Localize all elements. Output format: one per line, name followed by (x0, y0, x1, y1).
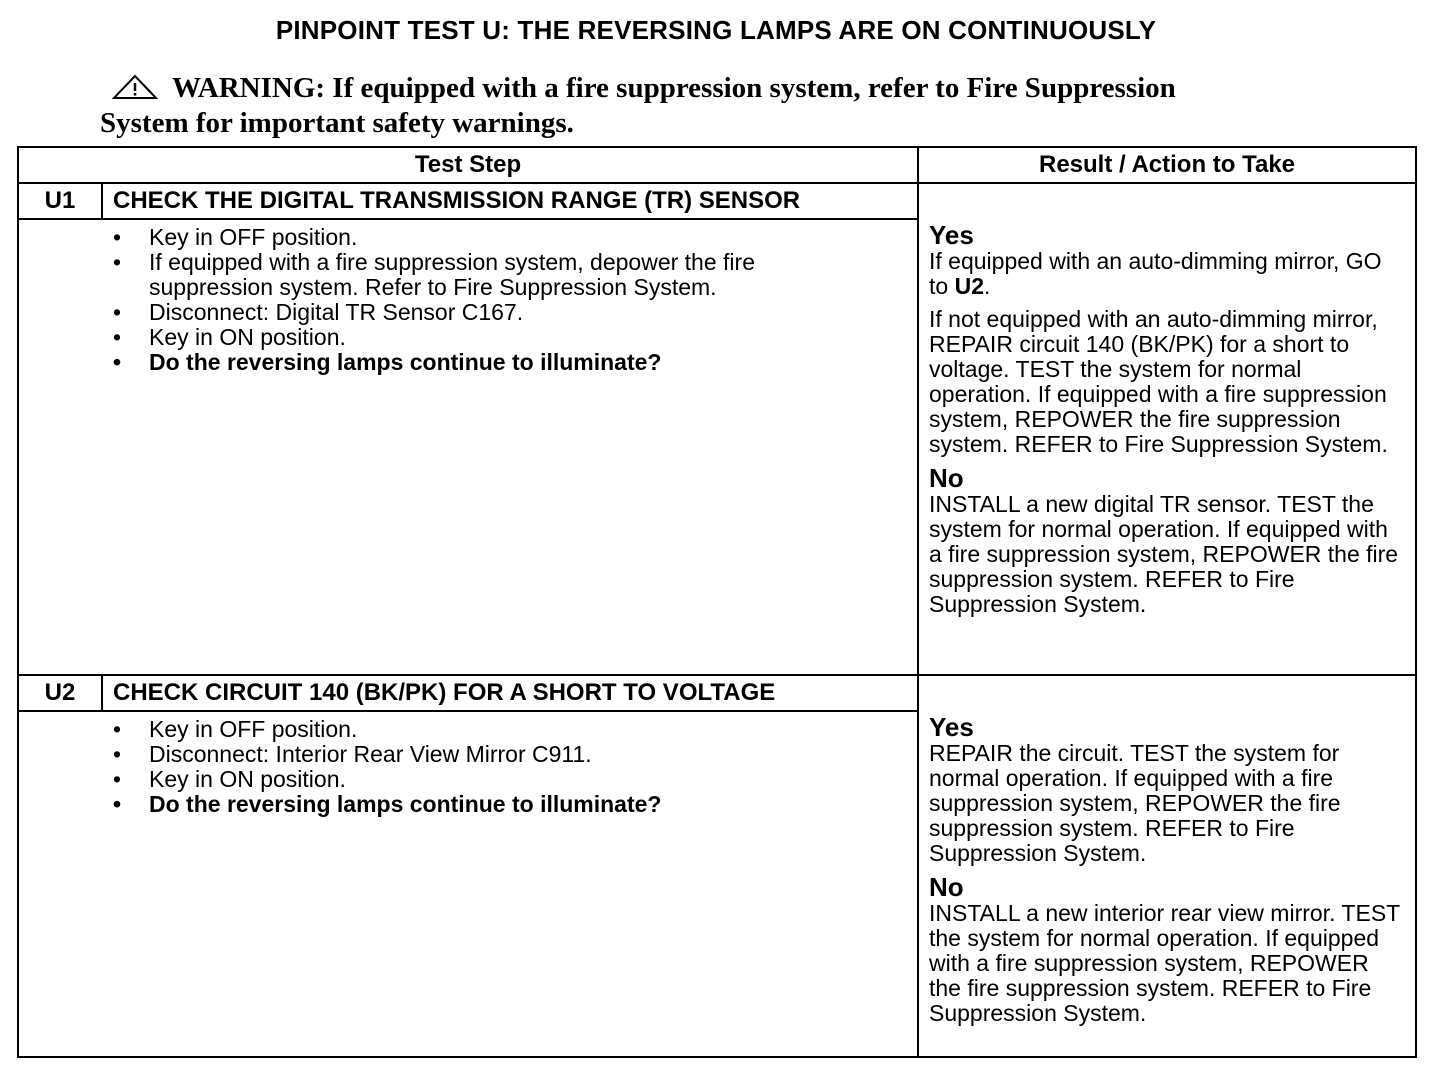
u2-result (929, 714, 1407, 1034)
u2-no-text: INSTALL a new interior rear view mirror. TEST the system for normal operation. If equipped with a fire suppression system, REPOWER the fire suppression system. REFER to Fire Suppression System. (929, 900, 1400, 1026)
warning-notice (100, 72, 1300, 139)
u2-yes-text: REPAIR the circuit. TEST the system for normal operation. If equipped with a fire suppression system, REPOWER the fire suppression system. REFER to Fire Suppression System. (929, 740, 1341, 866)
list-item: • Key in ON position. (113, 325, 833, 350)
u1-title-rule (19, 218, 917, 220)
u1-no-text: INSTALL a new digital TR sensor. TEST the system for normal operation. If equipped with a fire suppression system, REPOWER the fire suppression system. REFER to Fire Suppression System. (929, 491, 1399, 617)
u1-procedure-list (113, 225, 833, 375)
page-title: PINPOINT TEST U: THE REVERSING LAMPS ARE ON CONTINUOUSLY (275, 15, 1157, 45)
header-test-step: Test Step (414, 151, 522, 178)
u1-no-label: No (929, 463, 964, 493)
list-item: • Key in ON position. (113, 767, 833, 792)
u1-yes-label: Yes (929, 220, 974, 250)
warning-text-line2: System for important safety warnings. (100, 107, 574, 139)
u1-id-divider (101, 182, 103, 218)
u1-result (929, 222, 1407, 625)
list-item: • If equipped with a fire suppression system, depower the fire suppression system. Refer to Fire Suppression System. (113, 250, 833, 300)
list-item: • Disconnect: Interior Rear View Mirror C911. (113, 742, 833, 767)
column-divider (917, 148, 919, 1056)
step-title-u2: CHECK CIRCUIT 140 (BK/PK) FOR A SHORT TO VOLTAGE (113, 679, 776, 706)
u2-procedure-list (113, 717, 833, 817)
u2-id-divider (101, 674, 103, 710)
test-table (17, 146, 1417, 1058)
u2-no-label: No (929, 872, 964, 902)
list-item-question: • Do the reversing lamps continue to illuminate? (113, 350, 833, 375)
u1-yes-text-1 (929, 249, 1407, 299)
list-item-question: • Do the reversing lamps continue to illuminate? (113, 792, 833, 817)
header-result: Result / Action to Take (1038, 151, 1296, 178)
u2-yes-label: Yes (929, 712, 974, 742)
u2-title-rule (19, 710, 917, 712)
list-item: • Key in OFF position. (113, 717, 833, 742)
step-id-u2: U2 (44, 679, 76, 706)
list-item: • Key in OFF position. (113, 225, 833, 250)
warning-triangle-icon (112, 74, 158, 107)
u1-yes-text-1-body: If equipped with an auto-dimming mirror, GO to (929, 248, 1382, 299)
list-item: • Disconnect: Digital TR Sensor C167. (113, 300, 833, 325)
warning-text-line1: WARNING: If equipped with a fire suppression system, refer to Fire Suppression (172, 72, 1176, 104)
step-id-u1: U1 (44, 187, 76, 214)
u1-yes-text-2: If not equipped with an auto-dimming mirror, REPAIR circuit 140 (BK/PK) for a short to voltage. TEST the system for normal operation. If equipped with a fire suppression system, REPOWER the fire suppression system. REFER to Fire Suppression System. (929, 306, 1388, 457)
u1-end-rule (19, 674, 1415, 676)
header-rule (19, 182, 1415, 184)
step-title-u1: CHECK THE DIGITAL TRANSMISSION RANGE (TR) SENSOR (113, 187, 801, 214)
goto-step-link[interactable]: U2 (954, 273, 984, 299)
u1-yes-text-1-end: . (983, 273, 991, 299)
